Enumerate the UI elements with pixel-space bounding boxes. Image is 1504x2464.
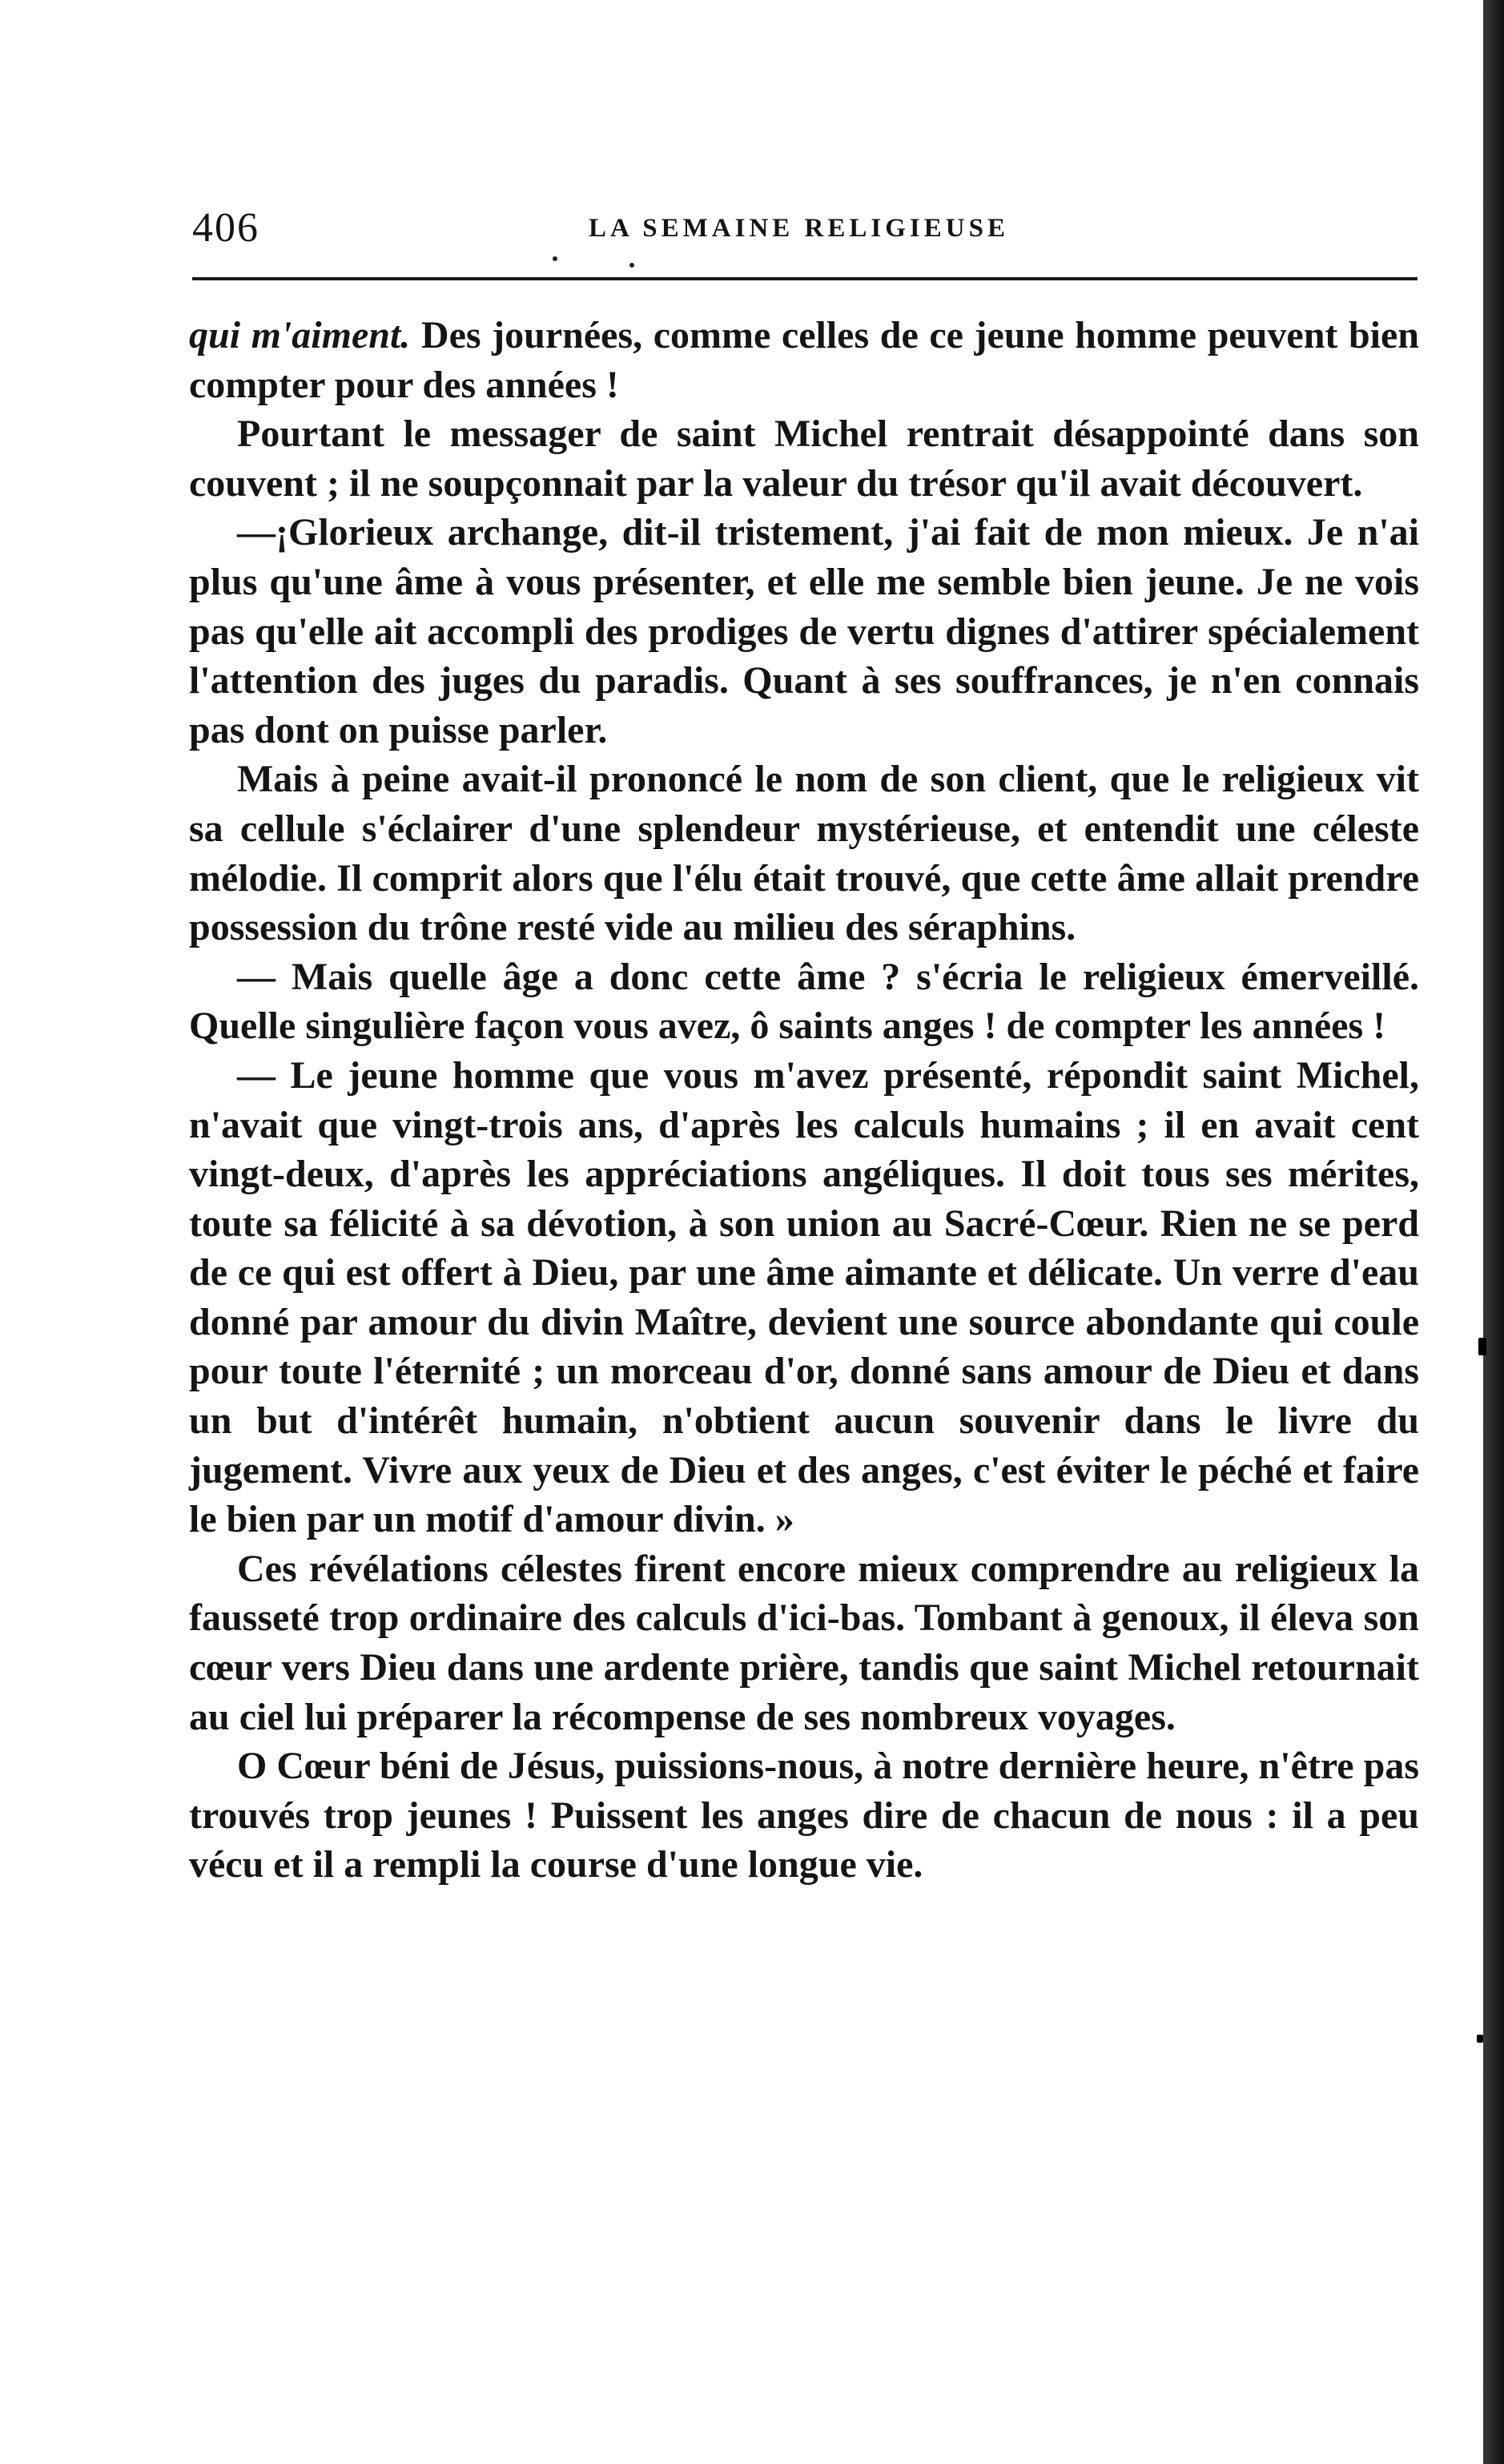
paragraph: Mais à peine avait-il prononcé le nom de son client, que le religieux vit sa cellule s'éclairer d'une splendeur mystérieuse, et entendit une céleste mélodie. Il comprit alors que l'élu était trouvé, que cette âme allait prendre possession du trône resté vide au milieu des séraphins.: [189, 758, 1419, 949]
paragraph: Ces révélations célestes firent encore mieux comprendre au religieux la fausseté trop ordinaire des calculs d'ici-bas. Tombant à genoux, il éleva son cœur vers Dieu dans une ardente prière, tandis que saint Michel retournait au ciel lui préparer la récompense de ses nombreux voyages.: [189, 1547, 1419, 1738]
header-rule: [192, 277, 1418, 280]
body-text: [189, 311, 1419, 1890]
paragraph: O Cœur béni de Jésus, puissions-nous, à notre dernière heure, n'être pas trouvés trop jeunes ! Puissent les anges dire de chacun de nous : il a peu vécu et il a rempli la course d'une longue vie.: [189, 1745, 1419, 1886]
print-speck: [629, 263, 634, 268]
page-header: [192, 204, 1418, 268]
paragraph: — Le jeune homme que vous m'avez présenté, répondit saint Michel, n'avait que vingt-trois ans, d'après les calculs humains ; il en avait cent vingt-deux, d'après les appréciations angéliques. Il doit tous ses mérites, toute sa félicité à sa dévotion, à son union au Sacré-Cœur. Rien ne se perd de ce qui est offert à Dieu, par une âme aimante et délicate. Un verre d'eau donné par amour du divin Maître, devient une source abondante qui coule pour toute l'éternité ; un morceau d'or, donné sans amour de Dieu et dans un but d'intérêt humain, n'obtient aucun souvenir dans le livre du jugement. Vivre aux yeux de Dieu et des anges, c'est éviter le péché et faire le bien par un motif d'amour divin. »: [189, 1053, 1419, 1541]
edge-mark: [1477, 2035, 1483, 2043]
italic-lead: qui m'aiment.: [189, 314, 411, 356]
running-title: LA SEMAINE RELIGIEUSE: [589, 214, 1009, 243]
page-edge-shadow: [1483, 0, 1504, 2464]
paragraph-text: Des journées, comme celles de ce jeune homme peuvent bien compter pour des années !: [189, 314, 1419, 406]
paragraph: —¡Glorieux archange, dit-il tristement, j'ai fait de mon mieux. Je n'ai plus qu'une âme à vous présenter, et elle me semble bien jeune. Je ne vois pas qu'elle ait accompli des prodiges de vertu dignes d'attirer spécialement l'attention des juges du paradis. Quant à ses souffrances, je n'en connais pas dont on puisse parler.: [189, 511, 1419, 751]
edge-mark: [1478, 1338, 1486, 1355]
page-number: 406: [192, 205, 259, 251]
paragraph: Pourtant le messager de saint Michel rentrait désappointé dans son couvent ; il ne soupçonnait par la valeur du trésor qu'il avait découvert.: [189, 413, 1419, 505]
paragraph: — Mais quelle âge a donc cette âme ? s'écria le religieux émerveillé. Quelle singulière façon vous avez, ô saints anges ! de compter les années !: [189, 955, 1419, 1048]
paragraph: [189, 311, 1419, 409]
print-speck: [553, 256, 557, 261]
